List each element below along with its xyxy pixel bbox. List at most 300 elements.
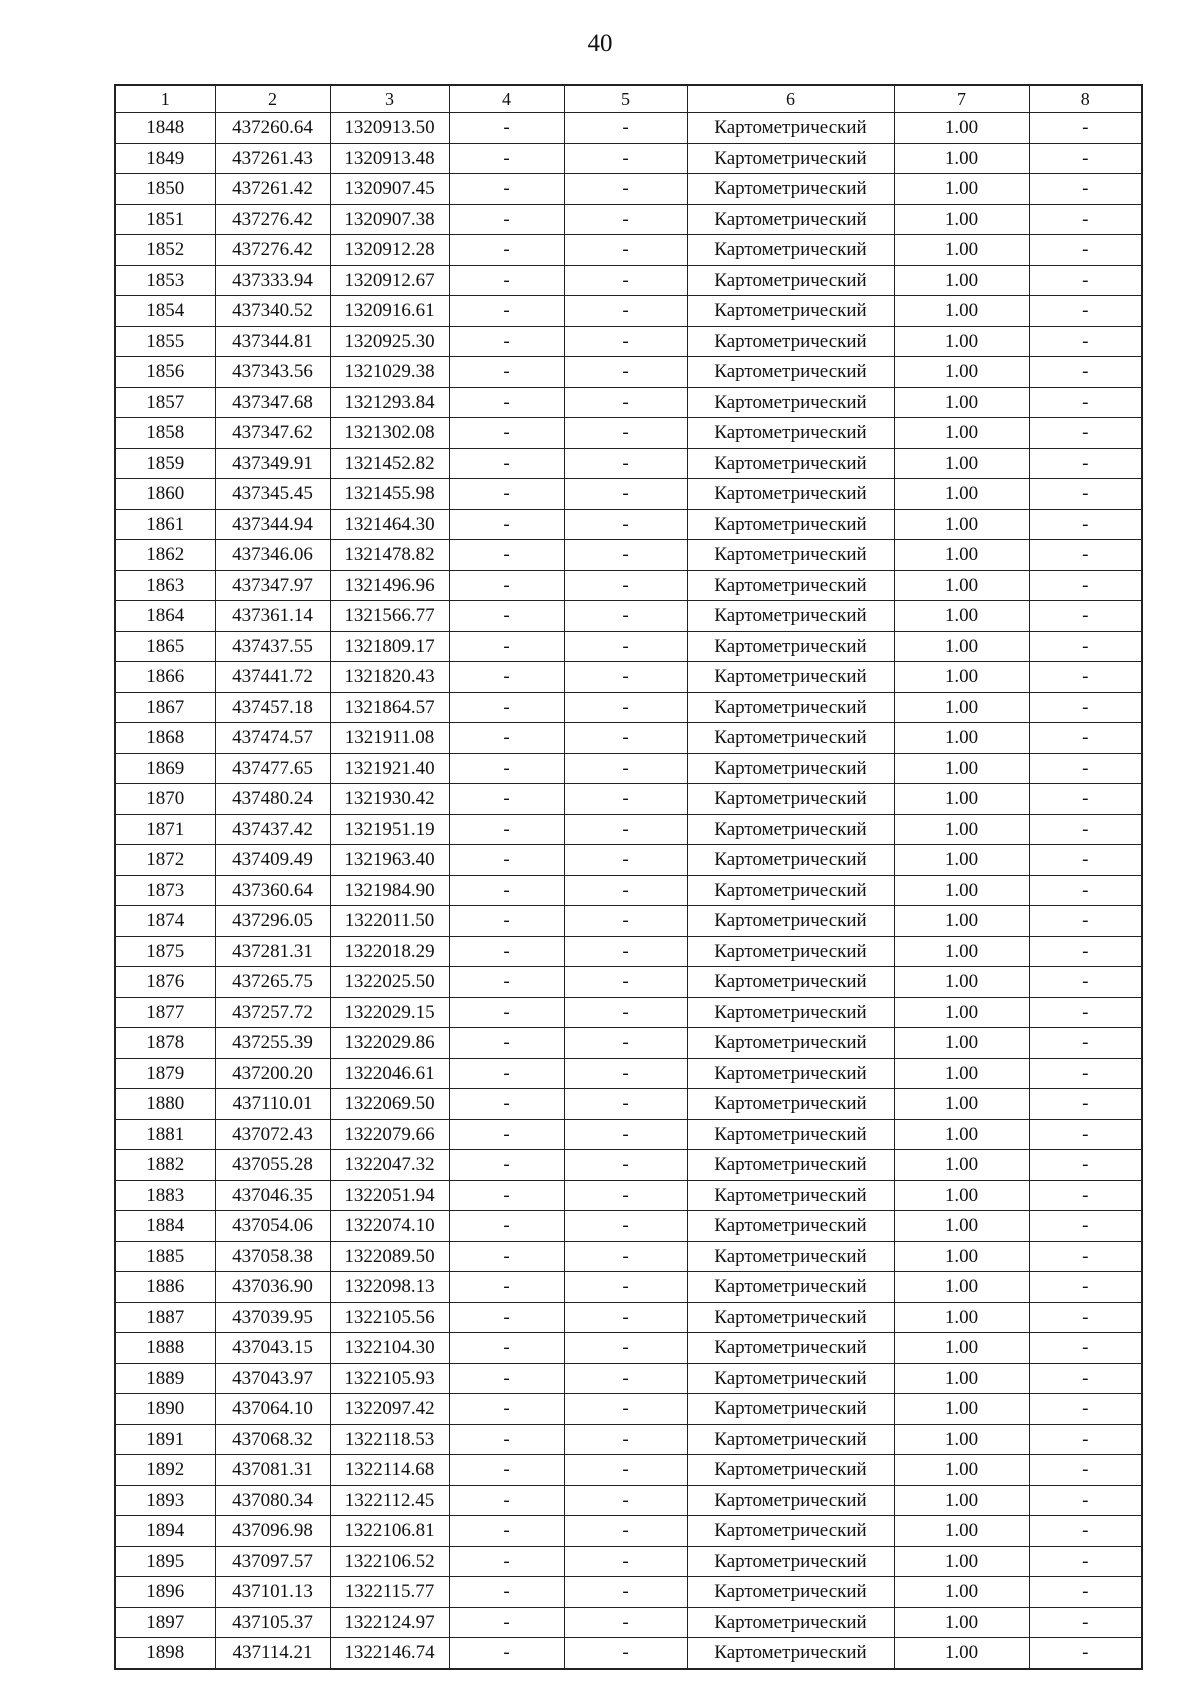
- cell-col-8: -: [1029, 1638, 1142, 1669]
- cell-x-coordinate: 437343.56: [215, 357, 330, 388]
- table-row: [115, 1485, 1142, 1516]
- cell-col-5: -: [564, 1089, 687, 1120]
- page-number: 40: [587, 30, 613, 57]
- cell-col-5: -: [564, 1638, 687, 1669]
- cell-col-5: -: [564, 753, 687, 784]
- cell-accuracy: 1.00: [894, 387, 1029, 418]
- cell-accuracy: 1.00: [894, 784, 1029, 815]
- cell-col-4: -: [449, 906, 564, 937]
- cell-col-5: -: [564, 1333, 687, 1364]
- cell-x-coordinate: 437036.90: [215, 1272, 330, 1303]
- cell-y-coordinate: 1322098.13: [330, 1272, 449, 1303]
- cell-method: Картометрический: [687, 113, 894, 144]
- cell-x-coordinate: 437347.62: [215, 418, 330, 449]
- table-row: [115, 906, 1142, 937]
- cell-accuracy: 1.00: [894, 479, 1029, 510]
- cell-y-coordinate: 1322106.52: [330, 1546, 449, 1577]
- cell-col-4: -: [449, 875, 564, 906]
- cell-point-number: 1884: [115, 1211, 215, 1242]
- cell-point-number: 1871: [115, 814, 215, 845]
- cell-accuracy: 1.00: [894, 265, 1029, 296]
- table-row: [115, 967, 1142, 998]
- table-row: [115, 235, 1142, 266]
- cell-y-coordinate: 1321911.08: [330, 723, 449, 754]
- cell-col-5: -: [564, 1028, 687, 1059]
- cell-col-4: -: [449, 814, 564, 845]
- cell-x-coordinate: 437477.65: [215, 753, 330, 784]
- cell-method: Картометрический: [687, 540, 894, 571]
- cell-method: Картометрический: [687, 357, 894, 388]
- cell-point-number: 1879: [115, 1058, 215, 1089]
- cell-col-4: -: [449, 1089, 564, 1120]
- table-row: [115, 1424, 1142, 1455]
- cell-col-8: -: [1029, 113, 1142, 144]
- cell-col-4: -: [449, 1150, 564, 1181]
- cell-y-coordinate: 1321293.84: [330, 387, 449, 418]
- cell-y-coordinate: 1321452.82: [330, 448, 449, 479]
- cell-accuracy: 1.00: [894, 1546, 1029, 1577]
- cell-method: Картометрический: [687, 967, 894, 998]
- cell-col-4: -: [449, 1455, 564, 1486]
- cell-y-coordinate: 1322106.81: [330, 1516, 449, 1547]
- header-row: [115, 85, 1142, 113]
- cell-col-4: -: [449, 1394, 564, 1425]
- cell-col-5: -: [564, 1424, 687, 1455]
- cell-x-coordinate: 437039.95: [215, 1302, 330, 1333]
- cell-point-number: 1888: [115, 1333, 215, 1364]
- cell-y-coordinate: 1322011.50: [330, 906, 449, 937]
- cell-col-8: -: [1029, 845, 1142, 876]
- cell-method: Картометрический: [687, 1119, 894, 1150]
- cell-col-5: -: [564, 631, 687, 662]
- cell-y-coordinate: 1321566.77: [330, 601, 449, 632]
- cell-x-coordinate: 437260.64: [215, 113, 330, 144]
- cell-accuracy: 1.00: [894, 1638, 1029, 1669]
- table-header: [115, 85, 1142, 113]
- cell-method: Картометрический: [687, 1241, 894, 1272]
- cell-point-number: 1881: [115, 1119, 215, 1150]
- cell-col-4: -: [449, 1119, 564, 1150]
- cell-y-coordinate: 1320907.38: [330, 204, 449, 235]
- cell-accuracy: 1.00: [894, 1028, 1029, 1059]
- cell-method: Картометрический: [687, 1577, 894, 1608]
- cell-method: Картометрический: [687, 1607, 894, 1638]
- cell-point-number: 1874: [115, 906, 215, 937]
- coordinates-table: [114, 84, 1143, 1670]
- cell-y-coordinate: 1321864.57: [330, 692, 449, 723]
- cell-point-number: 1848: [115, 113, 215, 144]
- cell-x-coordinate: 437437.55: [215, 631, 330, 662]
- cell-x-coordinate: 437097.57: [215, 1546, 330, 1577]
- cell-method: Картометрический: [687, 509, 894, 540]
- cell-y-coordinate: 1321930.42: [330, 784, 449, 815]
- cell-col-4: -: [449, 662, 564, 693]
- cell-point-number: 1856: [115, 357, 215, 388]
- table-row: [115, 1333, 1142, 1364]
- cell-method: Картометрический: [687, 723, 894, 754]
- table-row: [115, 357, 1142, 388]
- cell-method: Картометрический: [687, 570, 894, 601]
- cell-point-number: 1891: [115, 1424, 215, 1455]
- cell-method: Картометрический: [687, 784, 894, 815]
- cell-y-coordinate: 1322051.94: [330, 1180, 449, 1211]
- cell-col-8: -: [1029, 1119, 1142, 1150]
- cell-method: Картометрический: [687, 1363, 894, 1394]
- cell-y-coordinate: 1321820.43: [330, 662, 449, 693]
- cell-x-coordinate: 437296.05: [215, 906, 330, 937]
- cell-col-8: -: [1029, 1363, 1142, 1394]
- cell-col-8: -: [1029, 1180, 1142, 1211]
- cell-method: Картометрический: [687, 997, 894, 1028]
- cell-accuracy: 1.00: [894, 1516, 1029, 1547]
- cell-col-8: -: [1029, 814, 1142, 845]
- cell-x-coordinate: 437081.31: [215, 1455, 330, 1486]
- cell-point-number: 1894: [115, 1516, 215, 1547]
- table-row: [115, 1150, 1142, 1181]
- cell-col-5: -: [564, 1607, 687, 1638]
- table-row: [115, 631, 1142, 662]
- table-row: [115, 723, 1142, 754]
- cell-col-8: -: [1029, 662, 1142, 693]
- cell-col-5: -: [564, 845, 687, 876]
- cell-col-5: -: [564, 1058, 687, 1089]
- cell-method: Картометрический: [687, 1180, 894, 1211]
- cell-col-5: -: [564, 1150, 687, 1181]
- cell-y-coordinate: 1322097.42: [330, 1394, 449, 1425]
- cell-x-coordinate: 437068.32: [215, 1424, 330, 1455]
- cell-point-number: 1889: [115, 1363, 215, 1394]
- cell-accuracy: 1.00: [894, 1485, 1029, 1516]
- table-row: [115, 1241, 1142, 1272]
- table-row: [115, 387, 1142, 418]
- cell-col-5: -: [564, 265, 687, 296]
- cell-y-coordinate: 1320925.30: [330, 326, 449, 357]
- cell-method: Картометрический: [687, 631, 894, 662]
- cell-col-8: -: [1029, 1272, 1142, 1303]
- cell-accuracy: 1.00: [894, 143, 1029, 174]
- cell-col-8: -: [1029, 692, 1142, 723]
- cell-col-5: -: [564, 1272, 687, 1303]
- cell-col-8: -: [1029, 143, 1142, 174]
- table-row: [115, 784, 1142, 815]
- cell-accuracy: 1.00: [894, 1455, 1029, 1486]
- table-row: [115, 448, 1142, 479]
- table-row: [115, 814, 1142, 845]
- cell-accuracy: 1.00: [894, 753, 1029, 784]
- cell-point-number: 1886: [115, 1272, 215, 1303]
- cell-col-5: -: [564, 540, 687, 571]
- cell-col-8: -: [1029, 936, 1142, 967]
- cell-col-8: -: [1029, 1150, 1142, 1181]
- table-row: [115, 540, 1142, 571]
- cell-accuracy: 1.00: [894, 1119, 1029, 1150]
- cell-col-5: -: [564, 997, 687, 1028]
- cell-y-coordinate: 1321478.82: [330, 540, 449, 571]
- cell-y-coordinate: 1322114.68: [330, 1455, 449, 1486]
- cell-x-coordinate: 437058.38: [215, 1241, 330, 1272]
- cell-point-number: 1883: [115, 1180, 215, 1211]
- cell-y-coordinate: 1322089.50: [330, 1241, 449, 1272]
- cell-accuracy: 1.00: [894, 1211, 1029, 1242]
- cell-accuracy: 1.00: [894, 509, 1029, 540]
- cell-x-coordinate: 437055.28: [215, 1150, 330, 1181]
- cell-accuracy: 1.00: [894, 692, 1029, 723]
- cell-accuracy: 1.00: [894, 1363, 1029, 1394]
- cell-col-8: -: [1029, 387, 1142, 418]
- cell-method: Картометрический: [687, 692, 894, 723]
- cell-col-4: -: [449, 235, 564, 266]
- cell-accuracy: 1.00: [894, 1394, 1029, 1425]
- cell-y-coordinate: 1322029.15: [330, 997, 449, 1028]
- cell-accuracy: 1.00: [894, 662, 1029, 693]
- cell-point-number: 1882: [115, 1150, 215, 1181]
- cell-method: Картометрический: [687, 1455, 894, 1486]
- cell-accuracy: 1.00: [894, 906, 1029, 937]
- cell-point-number: 1893: [115, 1485, 215, 1516]
- cell-y-coordinate: 1322118.53: [330, 1424, 449, 1455]
- cell-method: Картометрический: [687, 601, 894, 632]
- cell-point-number: 1878: [115, 1028, 215, 1059]
- cell-x-coordinate: 437360.64: [215, 875, 330, 906]
- cell-col-8: -: [1029, 601, 1142, 632]
- cell-accuracy: 1.00: [894, 204, 1029, 235]
- cell-point-number: 1864: [115, 601, 215, 632]
- cell-accuracy: 1.00: [894, 845, 1029, 876]
- cell-method: Картометрический: [687, 1546, 894, 1577]
- cell-col-4: -: [449, 265, 564, 296]
- table-row: [115, 1058, 1142, 1089]
- cell-col-4: -: [449, 1058, 564, 1089]
- cell-col-5: -: [564, 570, 687, 601]
- table-row: [115, 1577, 1142, 1608]
- cell-x-coordinate: 437105.37: [215, 1607, 330, 1638]
- cell-col-4: -: [449, 1607, 564, 1638]
- cell-y-coordinate: 1322146.74: [330, 1638, 449, 1669]
- cell-col-4: -: [449, 1363, 564, 1394]
- cell-col-4: -: [449, 967, 564, 998]
- cell-y-coordinate: 1322104.30: [330, 1333, 449, 1364]
- cell-col-4: -: [449, 296, 564, 327]
- cell-method: Картометрический: [687, 1089, 894, 1120]
- cell-method: Картометрический: [687, 845, 894, 876]
- cell-x-coordinate: 437361.14: [215, 601, 330, 632]
- table-row: [115, 479, 1142, 510]
- cell-accuracy: 1.00: [894, 570, 1029, 601]
- cell-col-8: -: [1029, 997, 1142, 1028]
- cell-col-5: -: [564, 479, 687, 510]
- cell-col-5: -: [564, 509, 687, 540]
- table-row: [115, 296, 1142, 327]
- cell-x-coordinate: 437261.42: [215, 174, 330, 205]
- cell-col-8: -: [1029, 723, 1142, 754]
- cell-col-4: -: [449, 509, 564, 540]
- table-row: [115, 753, 1142, 784]
- cell-col-5: -: [564, 448, 687, 479]
- cell-method: Картометрический: [687, 1638, 894, 1669]
- cell-accuracy: 1.00: [894, 540, 1029, 571]
- cell-col-5: -: [564, 1180, 687, 1211]
- cell-col-4: -: [449, 1424, 564, 1455]
- cell-x-coordinate: 437441.72: [215, 662, 330, 693]
- cell-col-8: -: [1029, 418, 1142, 449]
- cell-col-4: -: [449, 1241, 564, 1272]
- cell-point-number: 1896: [115, 1577, 215, 1608]
- table-row: [115, 845, 1142, 876]
- cell-accuracy: 1.00: [894, 1577, 1029, 1608]
- cell-y-coordinate: 1320912.28: [330, 235, 449, 266]
- cell-col-8: -: [1029, 326, 1142, 357]
- table-row: [115, 570, 1142, 601]
- cell-col-8: -: [1029, 570, 1142, 601]
- table-row: [115, 1394, 1142, 1425]
- table-row: [115, 1028, 1142, 1059]
- table-row: [115, 662, 1142, 693]
- table-row: [115, 875, 1142, 906]
- cell-col-8: -: [1029, 1089, 1142, 1120]
- cell-y-coordinate: 1320913.48: [330, 143, 449, 174]
- table-row: [115, 997, 1142, 1028]
- cell-accuracy: 1.00: [894, 997, 1029, 1028]
- cell-point-number: 1866: [115, 662, 215, 693]
- cell-method: Картометрический: [687, 1302, 894, 1333]
- cell-y-coordinate: 1321455.98: [330, 479, 449, 510]
- table-row: [115, 113, 1142, 144]
- cell-y-coordinate: 1322074.10: [330, 1211, 449, 1242]
- cell-col-8: -: [1029, 1516, 1142, 1547]
- cell-point-number: 1849: [115, 143, 215, 174]
- cell-col-8: -: [1029, 1424, 1142, 1455]
- cell-point-number: 1869: [115, 753, 215, 784]
- cell-col-5: -: [564, 723, 687, 754]
- cell-col-5: -: [564, 1302, 687, 1333]
- cell-point-number: 1876: [115, 967, 215, 998]
- cell-col-4: -: [449, 387, 564, 418]
- cell-col-8: -: [1029, 1577, 1142, 1608]
- cell-x-coordinate: 437101.13: [215, 1577, 330, 1608]
- cell-point-number: 1851: [115, 204, 215, 235]
- cell-col-4: -: [449, 997, 564, 1028]
- cell-col-5: -: [564, 326, 687, 357]
- cell-point-number: 1850: [115, 174, 215, 205]
- cell-point-number: 1868: [115, 723, 215, 754]
- cell-col-5: -: [564, 143, 687, 174]
- table-row: [115, 1607, 1142, 1638]
- cell-accuracy: 1.00: [894, 418, 1029, 449]
- cell-x-coordinate: 437043.15: [215, 1333, 330, 1364]
- cell-x-coordinate: 437457.18: [215, 692, 330, 723]
- cell-x-coordinate: 437437.42: [215, 814, 330, 845]
- cell-point-number: 1854: [115, 296, 215, 327]
- cell-method: Картометрический: [687, 814, 894, 845]
- cell-point-number: 1887: [115, 1302, 215, 1333]
- cell-col-4: -: [449, 143, 564, 174]
- cell-col-8: -: [1029, 906, 1142, 937]
- cell-x-coordinate: 437064.10: [215, 1394, 330, 1425]
- cell-point-number: 1877: [115, 997, 215, 1028]
- cell-col-4: -: [449, 1211, 564, 1242]
- cell-x-coordinate: 437340.52: [215, 296, 330, 327]
- cell-accuracy: 1.00: [894, 1089, 1029, 1120]
- cell-method: Картометрический: [687, 479, 894, 510]
- cell-col-4: -: [449, 448, 564, 479]
- cell-col-4: -: [449, 1516, 564, 1547]
- cell-x-coordinate: 437265.75: [215, 967, 330, 998]
- cell-col-5: -: [564, 418, 687, 449]
- column-header: 6: [687, 85, 894, 113]
- cell-col-5: -: [564, 936, 687, 967]
- column-header: 2: [215, 85, 330, 113]
- cell-y-coordinate: 1321496.96: [330, 570, 449, 601]
- cell-col-4: -: [449, 479, 564, 510]
- cell-accuracy: 1.00: [894, 631, 1029, 662]
- cell-point-number: 1852: [115, 235, 215, 266]
- cell-x-coordinate: 437347.68: [215, 387, 330, 418]
- cell-col-8: -: [1029, 631, 1142, 662]
- cell-col-5: -: [564, 906, 687, 937]
- cell-col-5: -: [564, 235, 687, 266]
- cell-accuracy: 1.00: [894, 967, 1029, 998]
- cell-y-coordinate: 1321464.30: [330, 509, 449, 540]
- cell-method: Картометрический: [687, 326, 894, 357]
- cell-x-coordinate: 437110.01: [215, 1089, 330, 1120]
- cell-y-coordinate: 1322047.32: [330, 1150, 449, 1181]
- table-row: [115, 1119, 1142, 1150]
- cell-col-5: -: [564, 1516, 687, 1547]
- cell-col-8: -: [1029, 235, 1142, 266]
- cell-point-number: 1880: [115, 1089, 215, 1120]
- cell-col-5: -: [564, 662, 687, 693]
- cell-y-coordinate: 1322079.66: [330, 1119, 449, 1150]
- cell-method: Картометрический: [687, 143, 894, 174]
- table-row: [115, 1089, 1142, 1120]
- cell-method: Картометрический: [687, 1150, 894, 1181]
- table-row: [115, 1302, 1142, 1333]
- cell-accuracy: 1.00: [894, 1180, 1029, 1211]
- cell-method: Картометрический: [687, 753, 894, 784]
- cell-method: Картометрический: [687, 1028, 894, 1059]
- cell-col-4: -: [449, 692, 564, 723]
- cell-col-4: -: [449, 1577, 564, 1608]
- cell-y-coordinate: 1321984.90: [330, 875, 449, 906]
- cell-method: Картометрический: [687, 1394, 894, 1425]
- cell-col-8: -: [1029, 753, 1142, 784]
- cell-method: Картометрический: [687, 1485, 894, 1516]
- cell-method: Картометрический: [687, 296, 894, 327]
- cell-col-8: -: [1029, 448, 1142, 479]
- cell-y-coordinate: 1321921.40: [330, 753, 449, 784]
- cell-col-4: -: [449, 1546, 564, 1577]
- cell-col-4: -: [449, 570, 564, 601]
- cell-col-5: -: [564, 1485, 687, 1516]
- cell-col-8: -: [1029, 1546, 1142, 1577]
- cell-col-4: -: [449, 1302, 564, 1333]
- cell-col-8: -: [1029, 540, 1142, 571]
- cell-y-coordinate: 1321963.40: [330, 845, 449, 876]
- cell-method: Картометрический: [687, 906, 894, 937]
- table-row: [115, 174, 1142, 205]
- table-row: [115, 936, 1142, 967]
- cell-point-number: 1865: [115, 631, 215, 662]
- cell-x-coordinate: 437344.94: [215, 509, 330, 540]
- cell-col-5: -: [564, 113, 687, 144]
- cell-col-4: -: [449, 174, 564, 205]
- column-header: 1: [115, 85, 215, 113]
- cell-method: Картометрический: [687, 875, 894, 906]
- cell-col-4: -: [449, 357, 564, 388]
- table-row: [115, 1272, 1142, 1303]
- cell-col-4: -: [449, 326, 564, 357]
- cell-method: Картометрический: [687, 1516, 894, 1547]
